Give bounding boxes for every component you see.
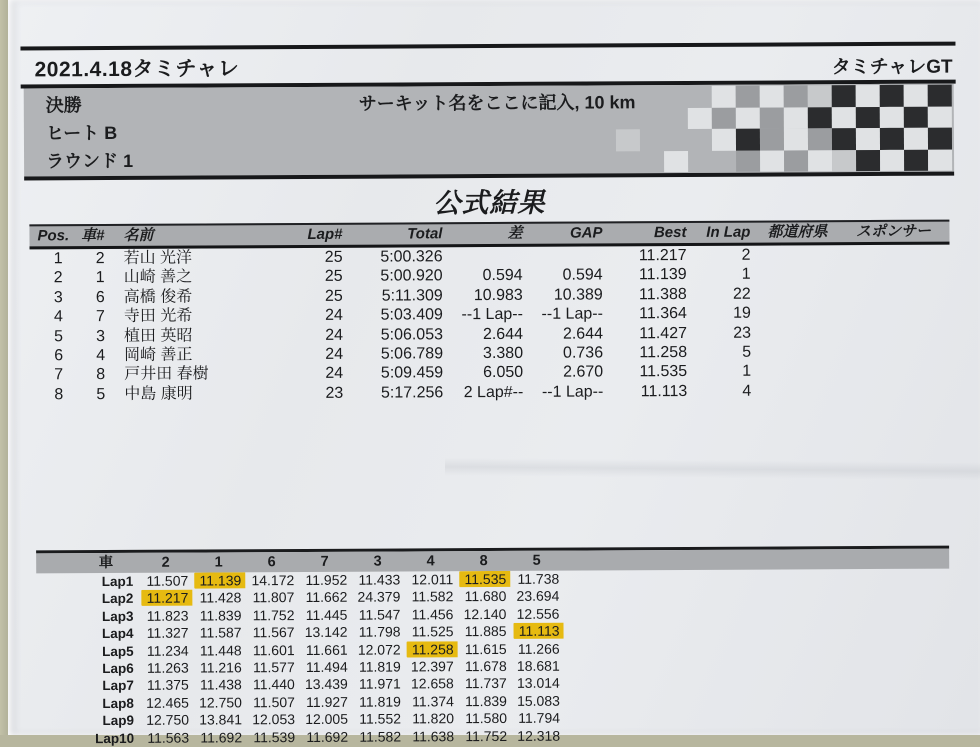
lap-row-label: Lap10 (95, 730, 135, 746)
results-table (29, 220, 950, 405)
result-total: 5:06.053 (380, 325, 444, 344)
lap-time-cell: 12.053 (252, 711, 296, 728)
result-laps: 23 (325, 384, 344, 402)
checker-square (736, 129, 760, 151)
result-total: 5:06.789 (380, 345, 444, 363)
result-name: 戸井田 春樹 (124, 365, 209, 384)
checker-square (808, 107, 832, 129)
lap-time-cell: 12.005 (305, 710, 349, 728)
lap-time-cell: 13.142 (304, 623, 348, 641)
lap-rows (36, 569, 950, 747)
results-rows (30, 245, 951, 405)
lap-time-cell: 11.563 (147, 729, 190, 746)
result-best: 11.113 (640, 382, 688, 400)
result-car: 8 (96, 366, 106, 384)
result-best: 11.258 (639, 343, 688, 362)
result-car: 4 (96, 346, 106, 365)
lap-row-label: Lap4 (101, 626, 134, 642)
lap-time-cell: 12.318 (517, 727, 561, 744)
lap-table-car-number: 6 (267, 554, 276, 571)
lap-time-cell: 12.750 (199, 694, 242, 711)
result-total: 5:11.309 (381, 287, 443, 305)
lap-time-cell: 11.952 (305, 571, 348, 588)
checker-square (736, 86, 760, 108)
result-in_lap: 1 (741, 266, 751, 284)
result-laps: 24 (325, 365, 344, 383)
lap-time-cell (457, 571, 510, 589)
result-sponsor (838, 245, 950, 265)
checker-square (736, 107, 760, 129)
checker-square (880, 149, 904, 171)
result-laps: 24 (325, 345, 344, 363)
lap-row-label: Lap8 (102, 695, 134, 711)
lap-time-cell: 11.738 (517, 570, 560, 587)
race-stage-label: 決勝 (45, 95, 82, 116)
lap-time-cell: 11.819 (359, 693, 401, 710)
results-col-header: 名前 (123, 226, 154, 244)
result-gap: --1 Lap-- (541, 305, 603, 323)
checker-square (808, 85, 832, 107)
result-sponsor (838, 303, 950, 323)
result-car: 3 (96, 327, 106, 345)
checker-square (880, 85, 904, 107)
lap-table-car-number: 4 (426, 553, 435, 570)
lap-time-cell: 18.681 (516, 657, 560, 674)
checker-square (664, 150, 688, 172)
result-pos: 5 (54, 327, 64, 345)
best-lap-highlight: 11.139 (194, 572, 245, 588)
result-total: 5:09.459 (380, 364, 444, 382)
result-total: 5:00.326 (380, 248, 443, 266)
result-name: 岡崎 善正 (124, 346, 193, 364)
lap-time-cell: 11.547 (358, 606, 401, 623)
lap-time-cell: 11.440 (252, 676, 295, 693)
lap-time-cell: 11.823 (146, 607, 189, 624)
checker-square (856, 106, 880, 128)
result-diff: 2.644 (482, 325, 524, 343)
checker-square (808, 150, 832, 172)
result-sponsor (838, 322, 950, 342)
result-prefecture (758, 284, 838, 304)
result-laps: 24 (325, 326, 344, 344)
result-sponsor (838, 283, 950, 303)
lap-time-cell: 11.234 (146, 642, 189, 659)
lap-time-cell: 15.083 (517, 692, 560, 709)
lap-time-cell: 11.737 (464, 675, 507, 692)
checker-square (928, 149, 952, 171)
lap-time-cell: 11.692 (306, 728, 349, 745)
lap-time-cell: 12.072 (357, 641, 401, 658)
lap-time-cell: 12.465 (146, 694, 189, 711)
lap-time-cell: 11.680 (464, 588, 507, 605)
lap-row-label: Lap6 (102, 660, 134, 677)
checker-square (784, 128, 808, 150)
lap-time-cell: 11.438 (199, 676, 242, 693)
result-pos: 1 (53, 250, 63, 268)
checker-square (832, 85, 856, 107)
series-title: タミチャレGT (831, 56, 953, 79)
lap-row-label: Lap7 (102, 678, 134, 694)
checker-square (616, 129, 640, 151)
result-pos: 8 (54, 385, 64, 404)
lap-time-cell: 11.433 (358, 571, 401, 588)
result-in_lap: 4 (742, 382, 752, 400)
lap-row-label: Lap5 (102, 643, 134, 659)
results-col-header: 車# (81, 227, 105, 245)
lap-time-cell: 11.263 (146, 659, 189, 676)
lap-time-cell: 11.525 (411, 623, 454, 640)
results-col-header: スポンサー (855, 222, 931, 241)
lap-time-cell: 11.448 (199, 641, 242, 659)
lap-time-cell: 23.694 (516, 588, 560, 605)
result-best: 11.535 (639, 363, 688, 381)
checker-square (712, 129, 736, 151)
checker-square (760, 107, 784, 129)
result-sponsor (838, 361, 950, 381)
lap-time-cell: 11.927 (306, 693, 348, 710)
result-diff: 3.380 (482, 344, 524, 363)
lap-table-corner-label: 車 (98, 554, 114, 572)
results-col-header: 都道府県 (767, 223, 828, 241)
result-pos: 4 (53, 308, 63, 326)
checker-square (784, 107, 808, 129)
result-best: 11.388 (638, 285, 687, 304)
checker-square (928, 106, 952, 128)
result-car: 7 (95, 308, 105, 326)
paper-sheet (8, 0, 980, 746)
checker-square (832, 107, 856, 129)
title-band (20, 45, 955, 85)
result-diff: 2 Lap#-- (463, 383, 524, 401)
lap-table-car-number: 7 (320, 553, 329, 570)
checker-square (712, 107, 736, 129)
result-car: 6 (95, 288, 105, 306)
result-best: 11.217 (638, 246, 687, 265)
lap-time-cell: 11.819 (358, 658, 401, 675)
lap-time-cell: 11.798 (358, 623, 401, 640)
checker-square (784, 150, 808, 172)
lap-time-cell: 14.172 (251, 572, 295, 589)
result-prefecture (758, 265, 838, 285)
result-gap: 0.594 (562, 266, 603, 285)
lap-time-cell: 11.752 (252, 606, 295, 624)
checker-square (736, 150, 760, 172)
lap-times-table (36, 546, 950, 747)
result-in_lap: 19 (733, 304, 751, 322)
result-best: 11.364 (639, 305, 687, 323)
lap-row-label: Lap3 (101, 608, 134, 624)
lap-time-cell: 11.971 (358, 675, 401, 693)
result-best: 11.139 (638, 266, 687, 284)
lap-time-cell: 11.885 (464, 623, 507, 640)
lap-table-car-number: 1 (214, 554, 223, 571)
lap-time-cell: 11.456 (411, 605, 454, 623)
lap-time-cell: 12.556 (516, 605, 560, 622)
checker-square (808, 128, 832, 150)
result-prefecture (758, 342, 838, 362)
checker-square (688, 107, 712, 129)
lap-time-cell: 11.839 (465, 692, 507, 709)
checker-square (904, 128, 928, 150)
lap-time-cell: 11.582 (359, 728, 402, 745)
result-sponsor (838, 264, 950, 284)
result-sponsor (838, 380, 950, 400)
result-laps: 25 (324, 268, 343, 286)
checker-square (856, 85, 880, 107)
lap-time-cell: 11.839 (199, 607, 242, 624)
result-gap: --1 Lap-- (541, 383, 604, 401)
lap-row-label: Lap2 (101, 591, 134, 607)
lap-time-cell (139, 590, 192, 608)
checker-square (784, 85, 808, 107)
result-prefecture (758, 381, 838, 401)
result-laps: 25 (324, 287, 343, 305)
checker-square (928, 128, 952, 150)
lap-time-cell: 11.692 (200, 728, 243, 746)
checker-square (904, 85, 928, 107)
lap-time-cell: 11.661 (305, 641, 348, 658)
result-car: 1 (95, 269, 105, 287)
lap-time-cell: 12.140 (463, 605, 507, 622)
results-col-header: Lap# (307, 225, 343, 243)
result-car: 2 (95, 250, 105, 268)
result-best: 11.427 (639, 324, 688, 342)
lap-time-cell: 11.374 (412, 692, 454, 710)
result-prefecture (758, 323, 838, 343)
checker-square (904, 149, 928, 171)
race-info-panel (24, 84, 954, 177)
result-in_lap: 1 (742, 362, 752, 381)
round-label: ラウンド 1 (46, 150, 134, 172)
result-name: 植田 英昭 (123, 327, 193, 345)
result-in_lap: 22 (732, 285, 751, 303)
lap-time-cell: 11.615 (464, 640, 507, 657)
lap-time-cell: 11.582 (411, 588, 454, 605)
result-laps: 24 (325, 306, 343, 325)
checker-square (760, 85, 784, 107)
result-gap: 2.670 (563, 363, 604, 381)
lap-time-cell: 11.445 (305, 606, 348, 623)
lap-time-cell: 11.428 (199, 589, 242, 606)
lap-time-cell: 12.750 (146, 711, 190, 728)
lap-time-cell: 11.638 (412, 727, 455, 744)
result-gap: 0.736 (562, 344, 604, 362)
results-row (30, 380, 950, 404)
results-col-header: GAP (569, 224, 603, 242)
result-in_lap: 2 (741, 246, 751, 264)
checker-square (880, 128, 904, 150)
event-title: 2021.4.18タミチャレ (34, 57, 240, 82)
lap-time-cell: 11.577 (252, 659, 295, 676)
lap-time-cell: 11.266 (517, 640, 560, 657)
result-laps: 25 (324, 248, 343, 266)
result-total: 5:17.256 (380, 384, 444, 402)
lap-time-cell: 12.011 (411, 571, 454, 588)
result-prefecture (758, 362, 838, 382)
results-col-header: Pos. (37, 227, 70, 245)
lap-time-cell (510, 623, 563, 641)
lap-table-car-number: 2 (161, 554, 170, 571)
result-diff: 0.594 (482, 267, 523, 285)
result-gap (530, 246, 610, 266)
lap-row-label: Lap1 (101, 573, 134, 590)
results-col-header: Best (653, 223, 687, 242)
result-diff: --1 Lap-- (461, 306, 523, 324)
lap-time-cell: 13.841 (199, 711, 243, 728)
lap-time-cell: 11.327 (146, 624, 189, 641)
results-col-header: 差 (507, 224, 523, 242)
best-lap-highlight: 11.258 (407, 641, 458, 657)
result-name: 山崎 善之 (123, 268, 193, 287)
results-col-header: Total (407, 225, 443, 243)
result-pos: 3 (53, 289, 63, 307)
official-results-title: 公式結果 (433, 187, 546, 219)
lap-time-cell: 11.601 (252, 641, 295, 658)
lap-time-cell: 11.539 (253, 728, 296, 745)
lap-time-cell: 11.587 (199, 624, 242, 641)
lap-time-cell: 11.678 (464, 657, 507, 675)
lap-time-cell: 11.216 (199, 659, 242, 676)
lap-time-cell: 13.439 (304, 676, 348, 693)
result-gap: 10.389 (553, 286, 603, 304)
result-sponsor (838, 342, 950, 362)
checker-square (832, 128, 856, 150)
result-prefecture (758, 245, 838, 265)
circuit-note: サーキット名をここに記入, 10 km (358, 92, 636, 114)
best-lap-highlight: 11.535 (459, 571, 510, 587)
lap-time-cell: 13.014 (516, 675, 560, 692)
checker-square (904, 106, 928, 128)
lap-row (37, 725, 950, 747)
best-lap-highlight: 11.217 (142, 590, 193, 606)
lap-time-cell: 11.752 (465, 727, 508, 744)
lap-time-cell: 11.794 (518, 709, 561, 727)
lap-row-label: Lap9 (102, 713, 135, 729)
checker-square (712, 86, 736, 108)
result-in_lap: 5 (742, 343, 752, 361)
result-name: 寺田 光希 (123, 307, 193, 326)
lap-time-cell (405, 641, 458, 659)
printed-content (6, 0, 980, 746)
checker-square (928, 85, 952, 107)
checker-square (856, 128, 880, 150)
result-diff: 6.050 (483, 364, 524, 382)
checker-square (856, 149, 880, 171)
lap-time-cell: 11.375 (146, 676, 189, 694)
checker-square (832, 150, 856, 172)
lap-time-cell: 11.820 (412, 710, 455, 727)
lap-time-cell: 11.507 (146, 572, 189, 589)
lap-table-car-number: 5 (532, 552, 541, 569)
lap-table-car-number: 3 (373, 553, 382, 570)
best-lap-highlight: 11.113 (514, 623, 564, 639)
result-name: 高橋 俊希 (123, 288, 193, 306)
results-col-header: In Lap (706, 223, 751, 241)
lap-time-cell: 11.567 (252, 624, 295, 641)
lap-time-cell: 11.507 (253, 693, 295, 711)
result-total: 5:00.920 (380, 267, 443, 285)
checkered-flag-pattern (616, 85, 952, 173)
lap-time-cell: 11.662 (305, 589, 348, 606)
result-pos: 2 (53, 269, 63, 287)
result-total: 5:03.409 (380, 306, 443, 324)
result-gap: 2.644 (562, 324, 604, 343)
lap-time-cell: 11.552 (359, 710, 402, 727)
result-diff (450, 247, 530, 267)
heat-label: ヒート B (45, 122, 118, 144)
result-in_lap: 23 (733, 324, 752, 342)
lap-time-cell: 12.658 (410, 675, 454, 692)
result-name: 中島 康明 (124, 385, 193, 403)
result-car: 5 (96, 385, 106, 403)
result-prefecture (758, 303, 838, 323)
result-name: 若山 光洋 (123, 249, 193, 267)
lap-time-cell: 11.494 (305, 658, 348, 675)
checker-square (760, 128, 784, 150)
lap-time-cell: 12.397 (410, 658, 454, 675)
checker-square (880, 106, 904, 128)
result-pos: 7 (54, 366, 64, 384)
lap-time-cell: 24.379 (357, 588, 401, 606)
result-pos: 6 (54, 347, 64, 365)
result-diff: 10.983 (473, 286, 523, 304)
lap-time-cell: 11.580 (465, 710, 508, 727)
lap-time-cell (192, 572, 245, 590)
lap-time-cell: 11.807 (252, 589, 295, 606)
checker-square (760, 150, 784, 172)
lap-table-car-number: 8 (479, 553, 488, 570)
